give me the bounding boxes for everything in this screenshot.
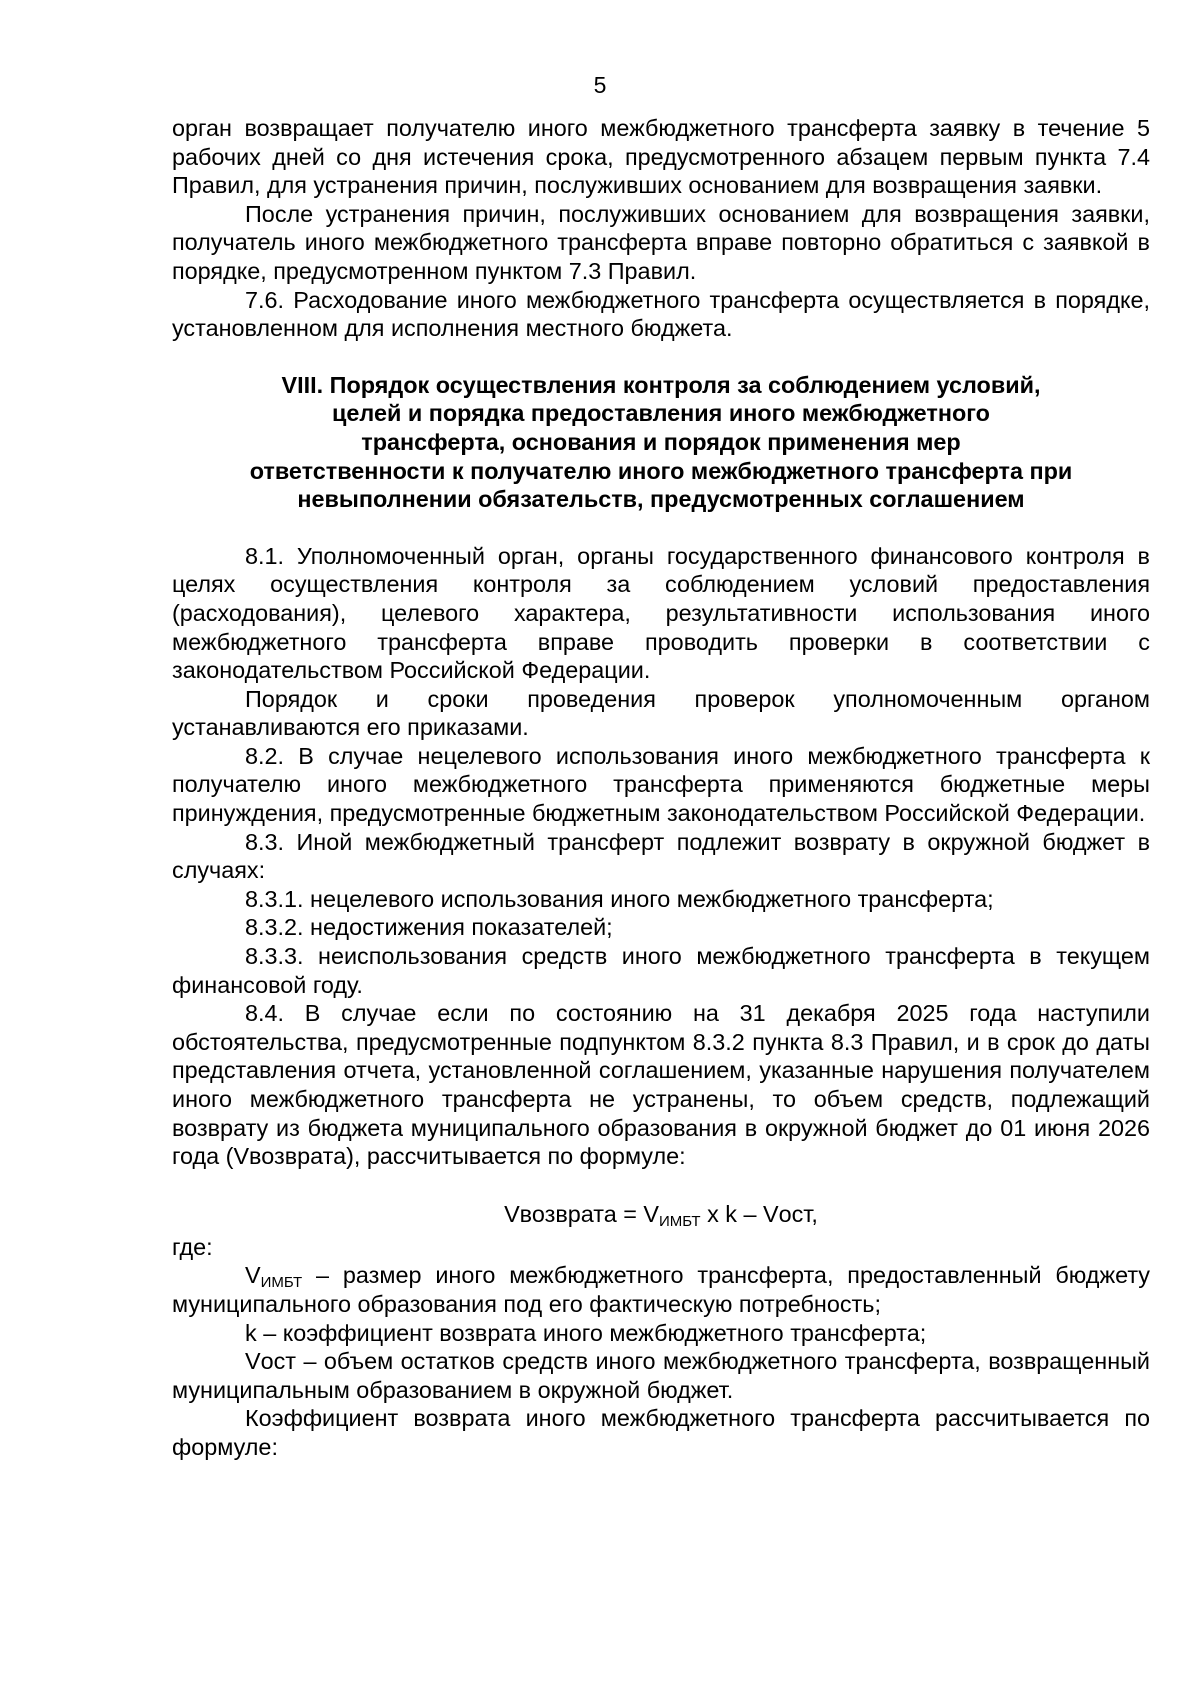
paragraph: После устранения причин, послуживших основанием для возвращения заявки, получатель иного межбюджетного трансферта вправе повторно обратиться с заявкой в порядке, предусмотренном пунктом 7.3 Правил. (172, 200, 1150, 284)
heading-line: VIII. Порядок осуществления контроля за соблюдением условий, (281, 371, 1041, 398)
paragraph: 8.2. В случае нецелевого использования иного межбюджетного трансферта к получателю иного межбюджетного трансферта применяются бюджетные меры принуждения, предусмотренные бюджетным законодательством Российской Федерации. (172, 742, 1150, 827)
heading-line: ответственности к получателю иного межбюджетного трансферта при (249, 457, 1073, 484)
paragraph: 8.1. Уполномоченный орган, органы государственного финансового контроля в целях осуществления контроля за соблюдением условий предоставления (расходования), целевого характера, результативности использования иного межбюджетного трансферта вправе проводить проверки в соответствии с законодательством Российской Федерации. (172, 542, 1150, 684)
heading-line: трансферта, основания и порядок применения мер (361, 428, 961, 455)
definition-vost: Vост – объем остатков средств иного межбюджетного трансферта, возвращенный муниципальным образованием в окружной бюджет. (172, 1348, 1150, 1403)
where-label: где: (172, 1233, 213, 1260)
page-number: 5 (593, 72, 607, 98)
document-body (172, 114, 1150, 1462)
definition-k: k – коэффициент возврата иного межбюджетного трансферта; (245, 1319, 927, 1346)
section-heading (172, 371, 1150, 514)
paragraph-coefficient: Коэффициент возврата иного межбюджетного трансферта рассчитывается по формуле: (172, 1405, 1150, 1460)
def-symbol: V (245, 1262, 261, 1289)
def-text: – размер иного межбюджетного трансферта, предоставленный бюджету муниципального образования под его фактическую потребность; (172, 1262, 1150, 1317)
paragraph: орган возвращает получателю иного межбюджетного трансферта заявку в течение 5 рабочих дней со дня истечения срока, предусмотренного абзацем первым пункта 7.4 Правил, для устранения причин, послуживших основанием для возвращения заявки. (172, 115, 1150, 199)
heading-line: невыполнении обязательств, предусмотренных соглашением (297, 486, 1025, 513)
list-item: 8.3.3. неиспользования средств иного межбюджетного трансферта в текущем финансовой году. (172, 943, 1150, 998)
paragraph: 8.4. В случае если по состоянию на 31 декабря 2025 года наступили обстоятельства, предусмотренные подпунктом 8.3.2 пункта 8.3 Правил, и в срок до даты представления отчета, установленной соглашением, указанные нарушения получателем иного межбюджетного трансферта не устранены, то объем средств, подлежащий возврату из бюджета муниципального образования в окружной бюджет до 01 июня 2026 года (Vвозврата), рассчитывается по формуле: (172, 1000, 1150, 1170)
paragraph: 8.3. Иной межбюджетный трансферт подлежит возврату в окружной бюджет в случаях: (172, 828, 1150, 884)
formula-subscript: ИМБТ (658, 1212, 701, 1230)
heading-line: целей и порядка предоставления иного межбюджетного (332, 400, 990, 427)
list-item: 8.3.1. нецелевого использования иного межбюджетного трансферта; (245, 885, 994, 912)
formula (172, 1199, 1150, 1229)
list-item: 8.3.2. недостижения показателей; (245, 914, 613, 941)
def-subscript: ИМБТ (260, 1274, 303, 1292)
paragraph: Порядок и сроки проведения проверок уполномоченным органом устанавливаются его приказами. (172, 685, 1150, 741)
formula-lhs: Vвозврата = V (504, 1200, 659, 1227)
formula-rhs: x k – Vост, (700, 1200, 818, 1227)
definition-v-imbt (172, 1261, 1150, 1318)
paragraph: 7.6. Расходование иного межбюджетного трансферта осуществляется в порядке, установленном для исполнения местного бюджета. (172, 286, 1150, 342)
